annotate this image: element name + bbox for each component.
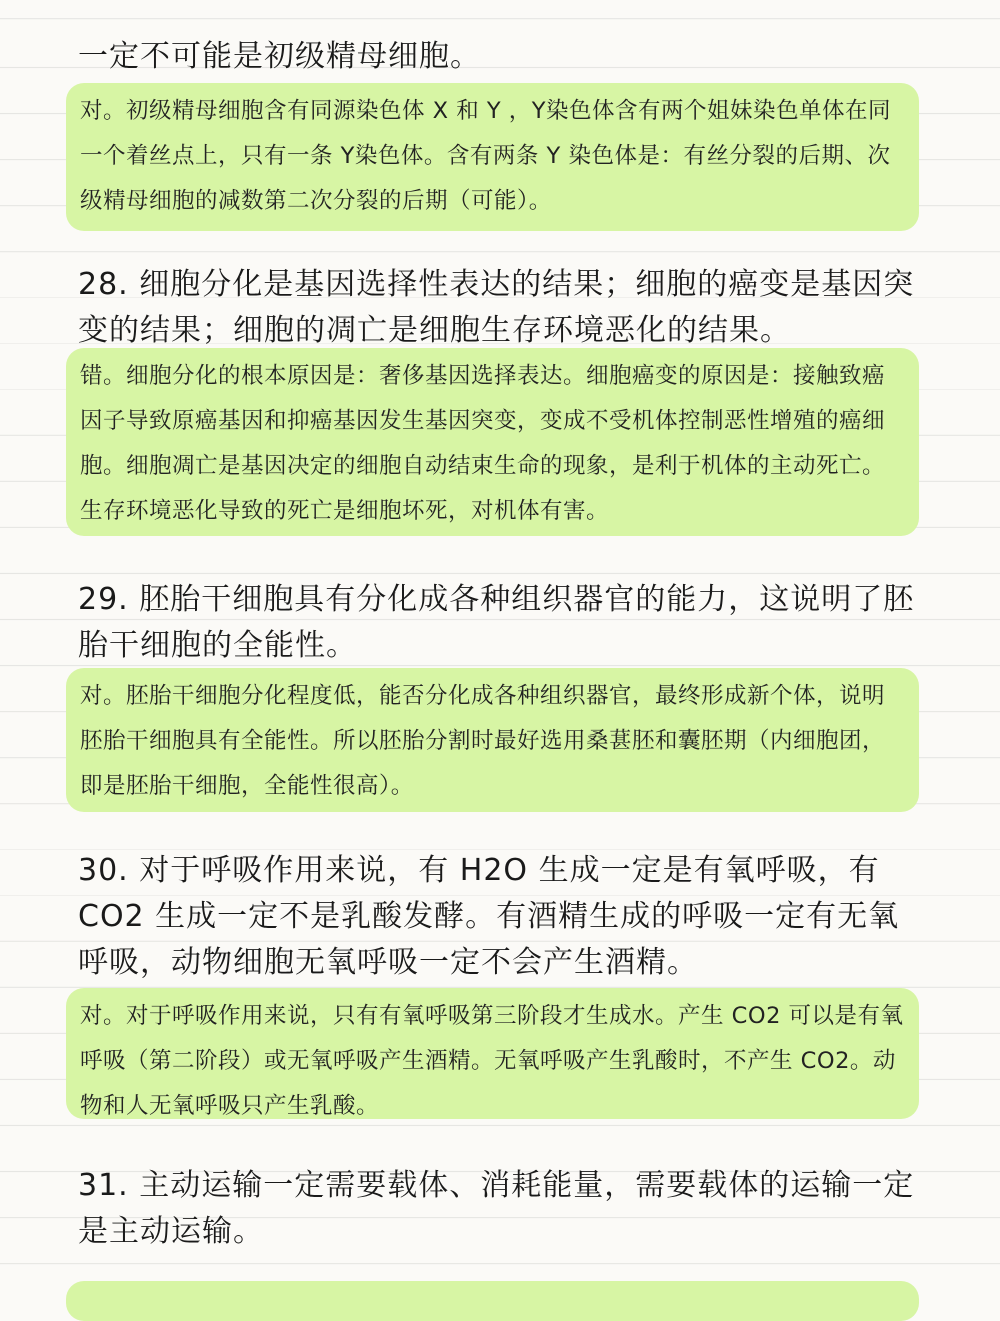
answer-highlight-block: 错。细胞分化的根本原因是：奢侈基因选择表达。细胞癌变的原因是：接触致癌因子导致原癌基因和抑癌基因发生基因突变，变成不受机体控制恶性增殖的癌细胞。细胞凋亡是基因决定的细胞自动结束生命的现象，是利于机体的主动死亡。生存环境恶化导致的死亡是细胞坏死，对机体有害。: [66, 348, 919, 536]
question-text: 一定不可能是初级精母细胞。: [78, 39, 481, 74]
question-31: 31. 主动运输一定需要载体、消耗能量，需要载体的运输一定是主动运输。: [78, 1168, 915, 1249]
question-28: 28. 细胞分化是基因选择性表达的结果；细胞的癌变是基因突变的结果；细胞的凋亡是细胞生存环境恶化的结果。: [78, 267, 915, 348]
answer-highlight-block: [66, 1281, 919, 1321]
question-30: 30. 对于呼吸作用来说，有 H2O 生成一定是有氧呼吸，有 CO2 生成一定不是乳酸发酵。有酒精生成的呼吸一定有无氧呼吸，动物细胞无氧呼吸一定不会产生酒精。: [78, 853, 900, 980]
answer-highlight-block: 对。胚胎干细胞分化程度低，能否分化成各种组织器官，最终形成新个体，说明胚胎干细胞具有全能性。所以胚胎分割时最好选用桑葚胚和囊胚期（内细胞团，即是胚胎干细胞，全能性很高）。: [66, 668, 919, 812]
answer-highlight-block: 对。对于呼吸作用来说，只有有氧呼吸第三阶段才生成水。产生 CO2 可以是有氧呼吸（第二阶段）或无氧呼吸产生酒精。无氧呼吸产生乳酸时，不产生 CO2。动物和人无氧呼吸只产生乳酸。: [66, 988, 919, 1119]
answer-highlight-block: 对。初级精母细胞含有同源染色体 X 和 Y ，Y染色体含有两个姐妹染色单体在同一个着丝点上，只有一条 Y染色体。含有两条 Y 染色体是：有丝分裂的后期、次级精母细胞的减数第二次分裂的后期（可能）。: [66, 83, 919, 231]
question-29: 29. 胚胎干细胞具有分化成各种组织器官的能力，这说明了胚胎干细胞的全能性。: [78, 582, 915, 663]
